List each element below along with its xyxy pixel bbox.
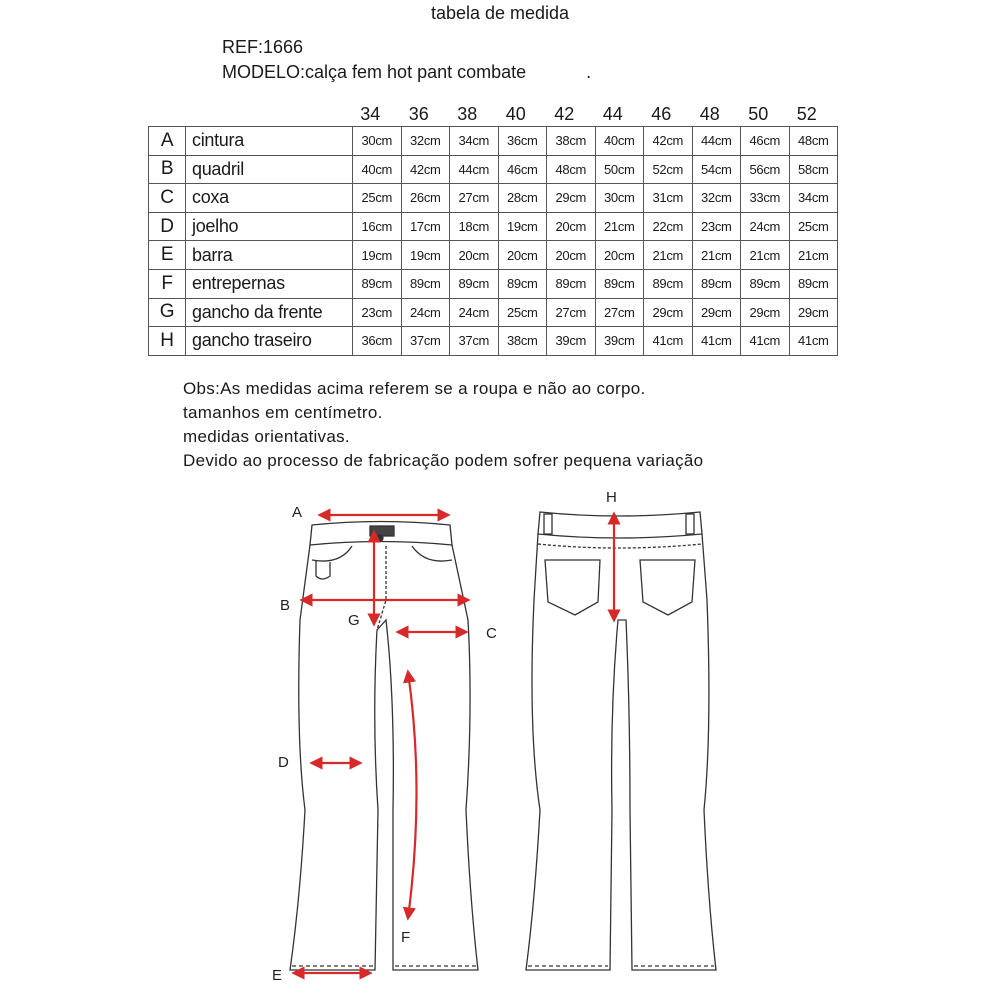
- table-cell: 48cm: [789, 127, 838, 156]
- table-row: [149, 269, 838, 298]
- row-name: quadril: [186, 155, 353, 184]
- row-letter: G: [149, 298, 186, 327]
- table-cell: 89cm: [741, 269, 790, 298]
- table-cell: 24cm: [450, 298, 499, 327]
- table-cell: 20cm: [450, 241, 499, 270]
- table-cell: 89cm: [498, 269, 547, 298]
- table-row: [149, 241, 838, 270]
- table-cell: 36cm: [353, 327, 402, 356]
- measurement-table: [148, 126, 838, 356]
- table-cell: 22cm: [644, 212, 693, 241]
- table-cell: 33cm: [741, 184, 790, 213]
- table-cell: 29cm: [741, 298, 790, 327]
- fly-stitch: [377, 546, 386, 630]
- table-cell: 41cm: [692, 327, 741, 356]
- table-cell: 89cm: [789, 269, 838, 298]
- size-label: 36: [408, 104, 429, 124]
- table-cell: 27cm: [595, 298, 644, 327]
- table-cell: 31cm: [644, 184, 693, 213]
- table-cell: 21cm: [692, 241, 741, 270]
- table-cell: 38cm: [547, 127, 596, 156]
- table-cell: 58cm: [789, 155, 838, 184]
- pants-diagram: [0, 480, 1000, 1000]
- table-cell: 16cm: [353, 212, 402, 241]
- row-name: entrepernas: [186, 269, 353, 298]
- table-cell: 89cm: [450, 269, 499, 298]
- table-cell: 26cm: [401, 184, 450, 213]
- table-cell: 24cm: [401, 298, 450, 327]
- table-cell: 41cm: [789, 327, 838, 356]
- table-cell: 41cm: [644, 327, 693, 356]
- table-cell: 36cm: [498, 127, 547, 156]
- row-name: barra: [186, 241, 353, 270]
- back-yoke: [538, 544, 702, 548]
- table-cell: 30cm: [353, 127, 402, 156]
- table-cell: 20cm: [547, 241, 596, 270]
- label-f: F: [401, 929, 411, 946]
- table-cell: 41cm: [741, 327, 790, 356]
- table-cell: 40cm: [595, 127, 644, 156]
- table-cell: 54cm: [692, 155, 741, 184]
- table-cell: 29cm: [547, 184, 596, 213]
- label-c: C: [486, 625, 497, 642]
- size-header: [346, 104, 831, 125]
- table-row: [149, 184, 838, 213]
- table-cell: 27cm: [450, 184, 499, 213]
- table-cell: 20cm: [547, 212, 596, 241]
- belt-loop-right: [686, 514, 694, 534]
- back-view: [526, 512, 716, 970]
- table-cell: 17cm: [401, 212, 450, 241]
- table-cell: 89cm: [595, 269, 644, 298]
- size-label: 46: [651, 104, 672, 124]
- table-cell: 89cm: [547, 269, 596, 298]
- table-cell: 23cm: [692, 212, 741, 241]
- table-cell: 29cm: [644, 298, 693, 327]
- label-g: G: [348, 612, 360, 629]
- size-label: 38: [457, 104, 478, 124]
- model-trailing: .: [586, 62, 592, 82]
- table-cell: 34cm: [450, 127, 499, 156]
- row-name: cintura: [186, 127, 353, 156]
- table-cell: 42cm: [644, 127, 693, 156]
- note-line: medidas orientativas.: [183, 427, 350, 446]
- size-label: 50: [748, 104, 769, 124]
- row-name: gancho traseiro: [186, 327, 353, 356]
- table-cell: 19cm: [498, 212, 547, 241]
- row-name: joelho: [186, 212, 353, 241]
- row-letter: D: [149, 212, 186, 241]
- table-cell: 20cm: [498, 241, 547, 270]
- model-text: MODELO:calça fem hot pant combate: [222, 62, 527, 82]
- table-cell: 23cm: [353, 298, 402, 327]
- table-cell: 42cm: [401, 155, 450, 184]
- note-line: Obs:As medidas acima referem se a roupa e não ao corpo.: [183, 379, 646, 398]
- table-cell: 89cm: [353, 269, 402, 298]
- table-cell: 29cm: [789, 298, 838, 327]
- table-cell: 40cm: [353, 155, 402, 184]
- back-pocket-left: [545, 560, 600, 615]
- label-d: D: [278, 754, 289, 771]
- size-label: 34: [360, 104, 381, 124]
- label-h: H: [606, 489, 617, 506]
- size-label: 48: [699, 104, 720, 124]
- table-cell: 24cm: [741, 212, 790, 241]
- table-cell: 38cm: [498, 327, 547, 356]
- row-letter: H: [149, 327, 186, 356]
- table-cell: 37cm: [450, 327, 499, 356]
- table-row: [149, 327, 838, 356]
- back-pocket-right: [640, 560, 695, 615]
- table-cell: 34cm: [789, 184, 838, 213]
- back-waistband: [538, 512, 702, 538]
- reference-code: REF:1666: [222, 37, 304, 57]
- measurement-arrows: [294, 514, 614, 973]
- table-cell: 32cm: [401, 127, 450, 156]
- table-cell: 19cm: [353, 241, 402, 270]
- table-cell: 89cm: [692, 269, 741, 298]
- table-cell: 44cm: [450, 155, 499, 184]
- table-cell: 44cm: [692, 127, 741, 156]
- note-line: tamanhos em centímetro.: [183, 403, 383, 422]
- table-cell: 21cm: [789, 241, 838, 270]
- table-cell: 25cm: [789, 212, 838, 241]
- row-letter: C: [149, 184, 186, 213]
- coin-pocket: [316, 560, 330, 579]
- row-letter: A: [149, 127, 186, 156]
- table-cell: 19cm: [401, 241, 450, 270]
- table-cell: 56cm: [741, 155, 790, 184]
- table-cell: 21cm: [741, 241, 790, 270]
- table-row: [149, 155, 838, 184]
- table-cell: 29cm: [692, 298, 741, 327]
- table-cell: 25cm: [353, 184, 402, 213]
- table-cell: 52cm: [644, 155, 693, 184]
- table-cell: 39cm: [595, 327, 644, 356]
- arrow-f: [408, 672, 417, 918]
- row-name: gancho da frente: [186, 298, 353, 327]
- table-cell: 89cm: [644, 269, 693, 298]
- table-cell: 37cm: [401, 327, 450, 356]
- size-label: 44: [602, 104, 623, 124]
- table-cell: 46cm: [741, 127, 790, 156]
- size-label: 52: [796, 104, 817, 124]
- notes: [183, 377, 703, 473]
- row-name: coxa: [186, 184, 353, 213]
- table-cell: 32cm: [692, 184, 741, 213]
- table-cell: 48cm: [547, 155, 596, 184]
- table-row: [149, 298, 838, 327]
- label-a: A: [292, 504, 303, 521]
- table-cell: 89cm: [401, 269, 450, 298]
- table-row: [149, 212, 838, 241]
- label-b: B: [280, 597, 291, 614]
- table-cell: 18cm: [450, 212, 499, 241]
- size-label: 40: [505, 104, 526, 124]
- table-cell: 27cm: [547, 298, 596, 327]
- model-name: [222, 62, 591, 83]
- row-letter: F: [149, 269, 186, 298]
- size-label: 42: [554, 104, 575, 124]
- front-pocket-right: [412, 546, 452, 561]
- table-cell: 39cm: [547, 327, 596, 356]
- belt-loop-left: [544, 514, 552, 534]
- table-cell: 50cm: [595, 155, 644, 184]
- row-letter: E: [149, 241, 186, 270]
- front-view: [290, 522, 478, 971]
- row-letter: B: [149, 155, 186, 184]
- back-outline: [526, 534, 716, 970]
- table-row: [149, 127, 838, 156]
- table-cell: 20cm: [595, 241, 644, 270]
- table-cell: 21cm: [595, 212, 644, 241]
- table-cell: 30cm: [595, 184, 644, 213]
- table-cell: 28cm: [498, 184, 547, 213]
- table-cell: 46cm: [498, 155, 547, 184]
- label-e: E: [272, 967, 283, 984]
- table-cell: 21cm: [644, 241, 693, 270]
- front-pocket-left: [312, 546, 352, 561]
- note-line: Devido ao processo de fabricação podem sofrer pequena variação: [183, 451, 704, 470]
- page-title: tabela de medida: [430, 3, 570, 23]
- front-button: [377, 535, 383, 541]
- table-cell: 25cm: [498, 298, 547, 327]
